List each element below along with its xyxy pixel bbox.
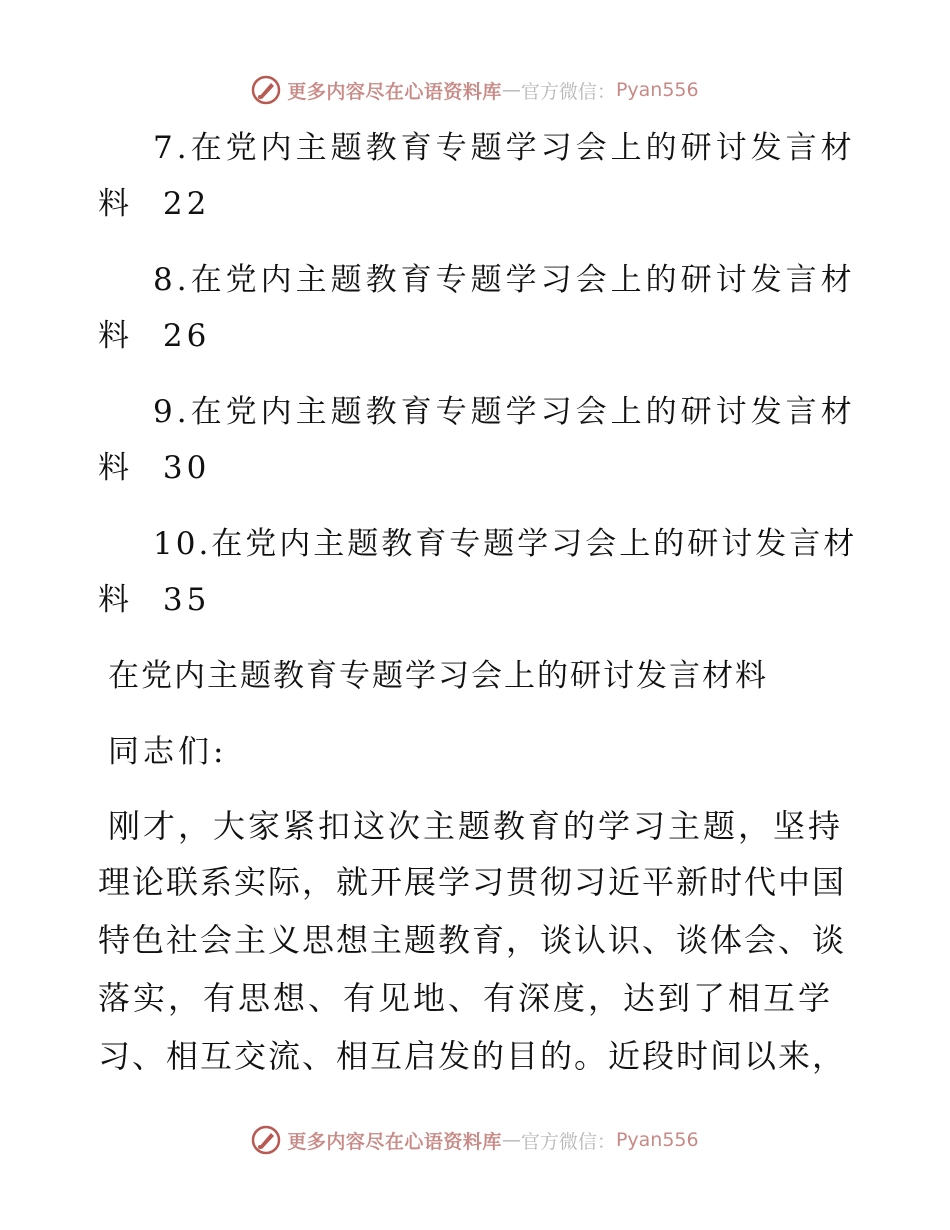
toc-entry-8-cont-text: 料: [98, 318, 133, 354]
wechat-label: 官方微信：: [520, 1130, 616, 1153]
wechat-label: 官方微信：: [520, 80, 616, 103]
toc-entry-9-cont-text: 料: [98, 450, 133, 486]
brand-name: 更多内容尽在心语资料库: [287, 80, 502, 103]
body-line-2: 理论联系实际，就开展学习贯彻习近平新时代中国: [98, 863, 847, 901]
toc-entry-7-cont: [98, 184, 210, 224]
brand-name: 更多内容尽在心语资料库: [287, 1130, 502, 1153]
toc-entry-10-title: 10.在党内主题教育专题学习会上的研讨发言材: [153, 526, 858, 562]
body-line-5: 习、相互交流、相互启发的目的。近段时间以来，: [98, 1037, 847, 1075]
toc-entry-9-title: 9.在党内主题教育专题学习会上的研讨发言材: [153, 394, 856, 430]
toc-entry-8-page: 26: [162, 318, 211, 354]
quill-logo-icon: [251, 1125, 281, 1155]
body-line-4: 落实，有思想、有见地、有深度，达到了相互学: [98, 979, 834, 1017]
toc-entry-10-cont: [98, 580, 210, 620]
wechat-account: Pyan556: [615, 1129, 699, 1151]
toc-entry-8-cont: [98, 316, 210, 356]
toc-entry-7-cont-text: 料: [98, 186, 133, 222]
header-banner: [0, 70, 950, 110]
banner-dash: —: [501, 79, 521, 101]
banner-dash: —: [501, 1129, 521, 1151]
salutation: 同志们:: [108, 734, 228, 770]
body-line-1: 刚才，大家紧扣这次主题教育的学习主题，坚持: [108, 807, 844, 845]
toc-entry-7-page: 22: [162, 186, 211, 222]
toc-entry-9-cont: [98, 448, 210, 488]
document-title: 在党内主题教育专题学习会上的研讨发言材料: [108, 658, 768, 694]
toc-entry-9-page: 30: [162, 450, 211, 486]
body-line-3: 特色社会主义思想主题教育，谈认识、谈体会、谈: [98, 921, 847, 959]
toc-entry-10-cont-text: 料: [98, 582, 133, 618]
quill-logo-icon: [251, 75, 281, 105]
toc-entry-10-page: 35: [162, 582, 211, 618]
wechat-account: Pyan556: [615, 79, 699, 101]
toc-entry-7-title: 7.在党内主题教育专题学习会上的研讨发言材: [153, 130, 856, 166]
footer-banner: [0, 1120, 950, 1160]
toc-entry-8-title: 8.在党内主题教育专题学习会上的研讨发言材: [153, 262, 856, 298]
